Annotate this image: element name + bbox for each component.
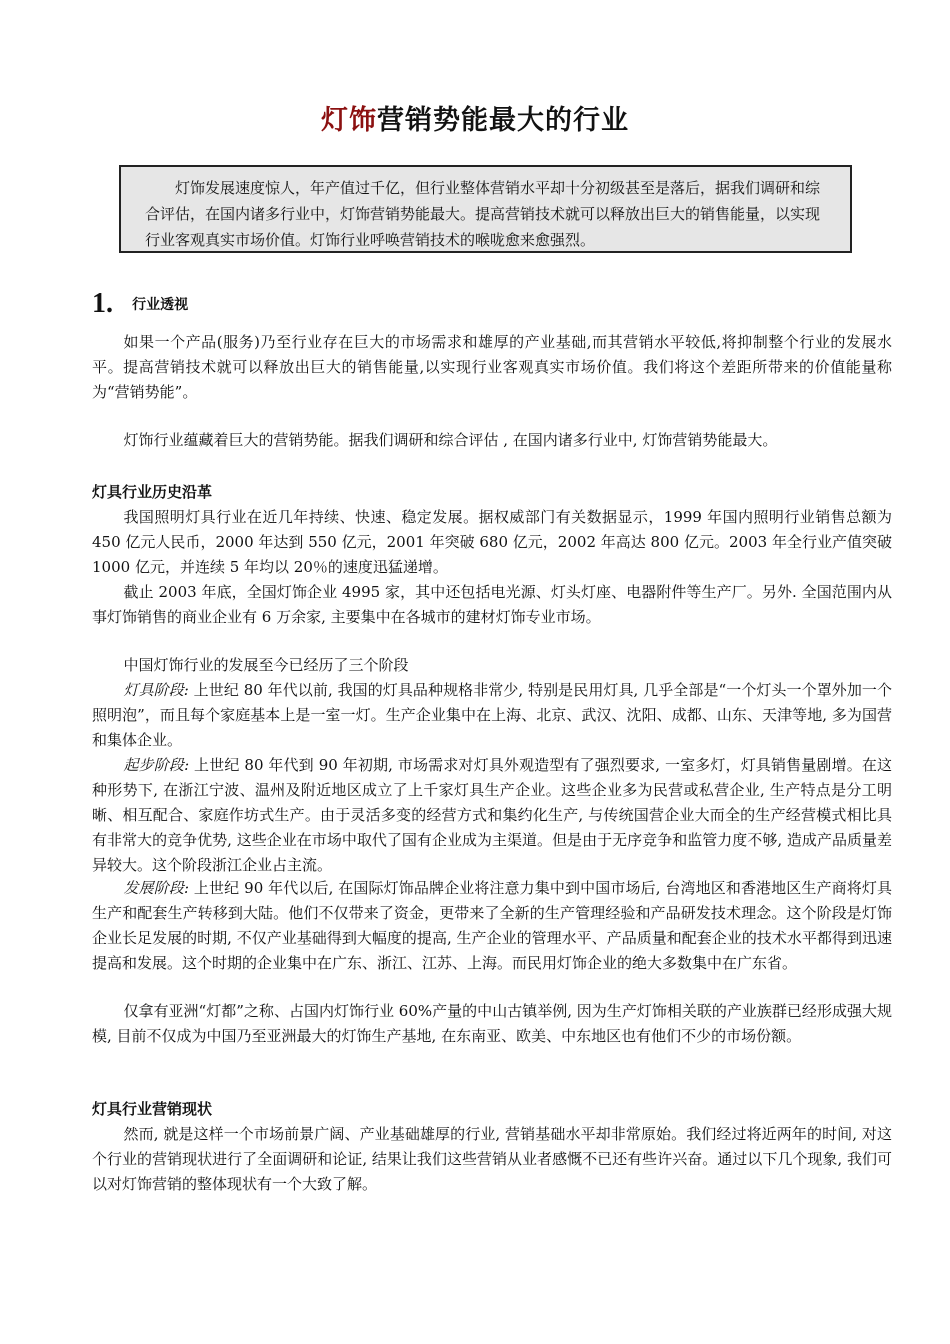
stage-1-paragraph bbox=[92, 678, 892, 753]
stage-2-label: 起步阶段: bbox=[123, 756, 190, 774]
section-number: 1. bbox=[92, 288, 113, 319]
history-paragraph-4: 仅拿有亚洲“灯都”之称、占国内灯饰行业 60%产量的中山古镇举例, 因为生产灯饰相关联的产业族群已经形成强大规模, 目前不仅成为中国乃至亚洲最大的灯饰生产基地, 在东南亚、欧美、中东地区也有他们不少的市场份额。 bbox=[92, 1002, 892, 1045]
stage-1-label: 灯具阶段: bbox=[123, 681, 189, 699]
stage-3-paragraph bbox=[92, 876, 892, 976]
stage-3-label: 发展阶段: bbox=[123, 879, 190, 897]
stage-3-text: 上世纪 90 年代以后, 在国际灯饰品牌企业将注意力集中到中国市场后, 台湾地区和香港地区生产商将灯具生产和配套生产转移到大陆。他们不仅带来了资金，更带来了全新的生产管理经验和产品研发技术理念。这个阶段是灯饰企业长足发展的时期, 不仅产业基础得到大幅度的提高, 生产企业的管理水平、产品质量和配套企业的技术水平都得到迅速提高和发展。这个时期的企业集中在广东、浙江、江苏、上海。而民用灯饰企业的绝大多数集中在广东省。 bbox=[92, 879, 892, 972]
history-paragraph-1: 我国照明灯具行业在近几年持续、快速、稳定发展。据权威部门有关数据显示，1999 年国内照明行业销售总额为 450 亿元人民币，2000 年达到 550 亿元，2001 年突破 680 亿元，2002 年高达 800 亿元。2003 年全行业产值突破 1000 亿元，并连续 5 年均以 20％的速度迅猛递增。 bbox=[92, 508, 892, 576]
history-heading: 灯具行业历史沿革 bbox=[92, 483, 213, 501]
page-title bbox=[0, 98, 950, 137]
section-1-heading bbox=[92, 288, 188, 320]
status-heading: 灯具行业营销现状 bbox=[92, 1100, 213, 1118]
history-paragraph-3: 中国灯饰行业的发展至今已经历了三个阶段 bbox=[123, 656, 409, 674]
stage-1-text: 上世纪 80 年代以前, 我国的灯具品种规格非常少, 特别是民用灯具, 几乎全部是“一个灯头一个罩外加一个照明泡”，而且每个家庭基本上是一室一灯。生产企业集中在上海、北京、武汉、沈阳、成都、山东、天津等地, 多为国营和集体企业。 bbox=[92, 681, 892, 749]
history-paragraph-2: 截止 2003 年底，全国灯饰企业 4995 家，其中还包括电光源、灯头灯座、电器附件等生产厂。另外. 全国范围内从事灯饰销售的商业企业有 6 万余家, 主要集中在各城市的建材灯饰专业市场。 bbox=[92, 583, 892, 626]
section-label: 行业透视 bbox=[132, 297, 189, 313]
status-paragraph-1: 然而, 就是这样一个市场前景广阔、产业基础雄厚的行业, 营销基础水平却非常原始。我们经过将近两年的时间, 对这个行业的营销现状进行了全面调研和论证, 结果让我们这些营销从业者感慨不已还有些许兴奋。通过以下几个现象, 我们可以对灯饰营销的整体现状有一个大致了解。 bbox=[92, 1125, 892, 1193]
abstract-box: 灯饰发展速度惊人，年产值过千亿，但行业整体营销水平却十分初级甚至是落后，据我们调研和综合评估，在国内诸多行业中，灯饰营销势能最大。提高营销技术就可以释放出巨大的销售能量，以实现行业客观真实市场价值。灯饰行业呼唤营销技术的喉咙愈来愈强烈。 bbox=[119, 165, 852, 253]
title-rest: 营销势能最大的行业 bbox=[377, 105, 629, 136]
stage-2-text: 上世纪 80 年代到 90 年初期, 市场需求对灯具外观造型有了强烈要求, 一室多灯，灯具销售量剧增。在这种形势下, 在浙江宁波、温州及附近地区成立了上千家灯具生产企业。这些企业多为民营或私营企业, 生产特点是分工明晰、相互配合、家庭作坊式生产。由于灵活多变的经营方式和集约化生产, 与传统国营企业大而全的生产经营模式相比具有非常大的竞争优势, 这些企业在市场中取代了国有企业成为主渠道。但是由于无序竞争和监管力度不够, 造成产品质量差异较大。这个阶段浙江企业占主流。 bbox=[92, 756, 892, 874]
title-accent: 灯饰 bbox=[321, 105, 377, 136]
section-1-paragraph-1: 如果一个产品(服务)乃至行业存在巨大的市场需求和雄厚的产业基础,而其营销水平较低,将抑制整个行业的发展水平。提高营销技术就可以释放出巨大的销售能量,以实现行业客观真实市场价值。我们将这个差距所带来的价值能量称为“营销势能”。 bbox=[92, 333, 892, 401]
stage-2-paragraph bbox=[92, 753, 892, 878]
section-1-paragraph-2: 灯饰行业蕴藏着巨大的营销势能。据我们调研和综合评估 , 在国内诸多行业中, 灯饰营销势能最大。 bbox=[123, 431, 778, 449]
